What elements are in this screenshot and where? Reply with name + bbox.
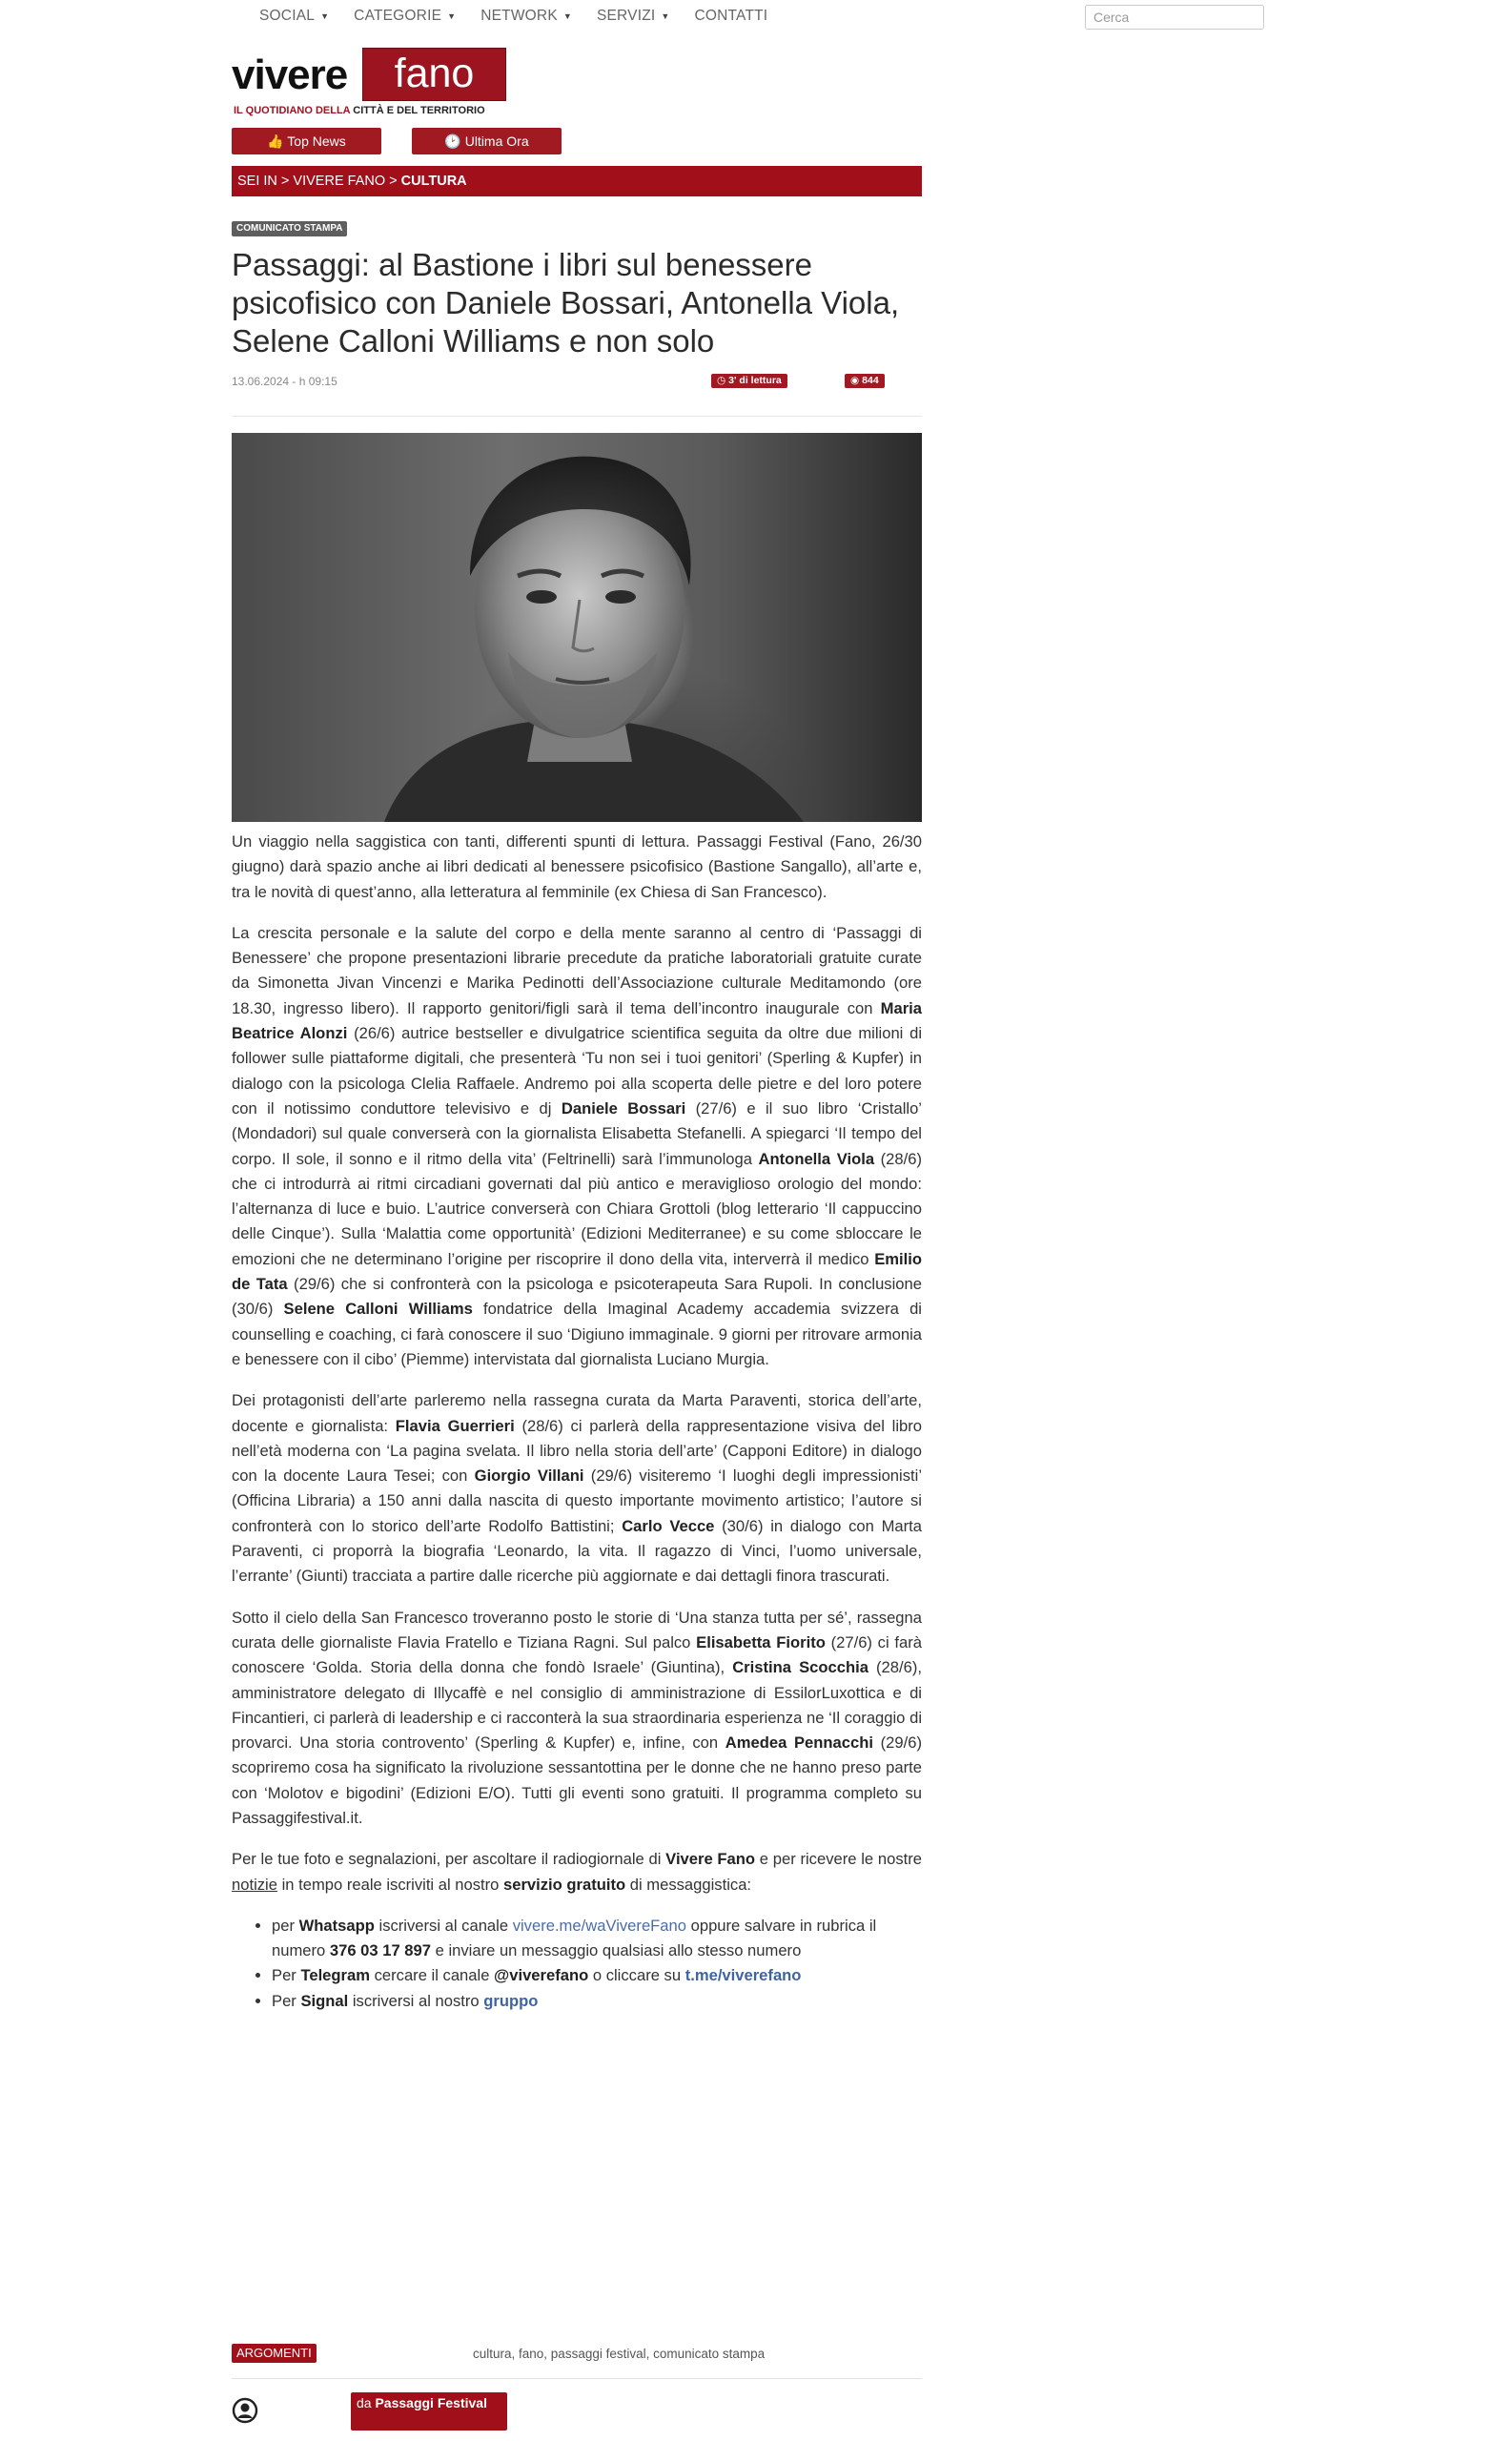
nav-contatti-label: CONTATTI xyxy=(694,8,768,24)
paragraph-subscribe: Per le tue foto e segnalazioni, per ascoltare il radiogiornale di Vivere Fano e per ricevere le nostre notizie in tempo reale iscriviti al nostro servizio gratuito di messaggistica: xyxy=(232,1850,922,1894)
nav-categorie-label: CATEGORIE xyxy=(354,8,442,24)
author-name: Passaggi Festival xyxy=(375,2395,487,2410)
author-name: Selene Calloni Williams xyxy=(283,1300,473,1319)
list-item-signal: • Per Signal iscriversi al nostro gruppo xyxy=(272,1989,922,2014)
nav-categorie[interactable] xyxy=(354,8,456,25)
author-name: Giorgio Villani xyxy=(474,1467,584,1486)
author-name: Emilio de Tata xyxy=(232,1249,922,1294)
breadcrumb xyxy=(232,166,922,196)
article-tags[interactable]: cultura, fano, passaggi festival, comunicato stampa xyxy=(473,2347,766,2361)
author-name: Maria Beatrice Alonzi xyxy=(232,998,922,1043)
author-name: Carlo Vecce xyxy=(622,1516,715,1535)
nav-social-label: SOCIAL xyxy=(259,8,316,24)
user-icon xyxy=(232,2397,258,2424)
article-photo xyxy=(232,433,922,822)
list-item-telegram: • Per Telegram cercare il canale @viverefano o cliccare su t.me/viverefano xyxy=(272,1963,922,1988)
caret-down-icon: ▼ xyxy=(661,11,670,21)
breadcrumb-path[interactable]: SEI IN > VIVERE FANO > xyxy=(237,174,398,189)
article-title: Passaggi: al Bastione i libri sul benessere psicofisico con Daniele Bossari, Antonella Viola, Selene Calloni Williams e non solo xyxy=(232,247,900,359)
logo-tagline-dark: CITTÀ E DEL TERRITORIO xyxy=(353,105,485,116)
argomenti-label: ARGOMENTI xyxy=(232,2344,317,2363)
reading-time-label: 3' di lettura xyxy=(728,375,782,386)
author-prefix: da xyxy=(357,2395,372,2410)
messaging-list xyxy=(232,1914,922,2014)
signal-group-link[interactable]: gruppo xyxy=(483,1991,539,2010)
author-name: Elisabetta Fiorito xyxy=(696,1632,826,1651)
ultima-ora-button[interactable] xyxy=(412,128,562,154)
author-name: Cristina Scocchia xyxy=(732,1658,868,1677)
list-item-whatsapp: • per Whatsapp iscriversi al canale vivere.me/waVivereFano oppure salvare in rubrica il numero 376 03 17 897 e inviare un messaggio qualsiasi allo stesso numero xyxy=(272,1914,922,1964)
top-news-button[interactable] xyxy=(232,128,381,154)
nav-social[interactable] xyxy=(259,8,329,25)
search-input[interactable] xyxy=(1085,5,1264,30)
eye-icon: ◉ xyxy=(850,375,860,386)
paragraph-intro: Un viaggio nella saggistica con tanti, differenti spunti di lettura. Passaggi Festival (Fano, 26/30 giugno) darà spazio anche ai libri dedicati al benessere psicofisico (Bastione Sangallo), all’arte e, tra le novità di quest’anno, alla letteratura al femminile (ex Chiesa di San Francesco). xyxy=(232,832,922,901)
top-news-label: Top News xyxy=(287,133,346,149)
nav-servizi[interactable] xyxy=(597,8,670,25)
divider xyxy=(232,2378,922,2379)
article-body xyxy=(232,830,922,2014)
paragraph-femminile: Sotto il cielo della San Francesco troveranno posto le storie di ‘Una stanza tutta per sé’, rassegna curata delle giornaliste Flavia Fratello e Tiziana Ragni. Sul palco Elisabetta Fiorito (27/6) ci farà conoscere ‘Golda. Storia della donna che fondò Israele’ (Giuntina), Cristina Scocchia (28/6), amministratore delegato di Illycaffè e nel consiglio di amministrazione di EssilorLuxottica e di Fincantieri, ci parlerà di leadership e ci racconterà la sua straordinaria esperienza ne ‘Il coraggio di provarci. Una storia controvento’ (Sperling & Kupfer) e, infine, con Amedea Pennacchi (29/6) scopriremo cosa ha significato la rivoluzione sessantottina per le donne che ne hanno preso parte con ‘Molotov e bigodini’ (Edizioni E/O). Tutti gli eventi sono gratuiti. Il programma completo su Passaggifestival.it. xyxy=(232,1608,922,1827)
logo-tagline-red: IL QUOTIDIANO DELLA xyxy=(234,105,351,116)
site-logo[interactable] xyxy=(232,46,508,122)
logo-word-vivere: vivere xyxy=(232,51,348,98)
divider xyxy=(232,416,922,417)
paragraph-arte: Dei protagonisti dell’arte parleremo nella rassegna curata da Marta Paraventi, storica dell’arte, docente e giornalista: Flavia Guerrieri (28/6) ci parlerà della rappresentazione visiva del libro nell’età moderna con ‘La pagina svelata. Il libro nella storia dell’arte’ (Capponi Editore) in dialogo con la docente Laura Tesei; con Giorgio Villani (29/6) visiteremo ‘I luoghi degli impressionisti’ (Officina Libraria) a 150 anni dalla nascita di questo importante movimento artistico; l’autore si confronterà con lo storico dell’arte Rodolfo Battistini; Carlo Vecce (30/6) in dialogo con Marta Paraventi, ci proporrà la biografia ‘Leonardo, la vita. Il ragazzo di Vinci, l’uomo universale, l’errante’ (Giunti) tracciata a partire dalle ricerche più aggiornate e dai dettagli finora trascurati. xyxy=(232,1391,923,1586)
telegram-link[interactable]: t.me/viverefano xyxy=(684,1966,802,1985)
portrait-image xyxy=(232,433,922,822)
views-badge xyxy=(845,374,885,388)
caret-down-icon: ▼ xyxy=(562,11,572,21)
caret-down-icon: ▼ xyxy=(447,11,457,21)
nav-servizi-label: SERVIZI xyxy=(596,8,656,24)
breadcrumb-current[interactable]: CULTURA xyxy=(400,174,467,189)
clock-icon: ◷ xyxy=(717,375,726,386)
views-count: 844 xyxy=(862,375,879,386)
author-button[interactable] xyxy=(351,2392,507,2431)
nav-network-label: NETWORK xyxy=(480,8,558,24)
author-name: Antonella Viola xyxy=(758,1149,875,1168)
thumbs-up-icon: 👍 xyxy=(267,133,284,149)
article-date: 13.06.2024 - h 09:15 xyxy=(232,375,337,388)
caret-down-icon: ▼ xyxy=(320,11,330,21)
nav-network[interactable] xyxy=(480,8,572,25)
author-name: Amedea Pennacchi xyxy=(725,1733,873,1753)
logo-tagline xyxy=(234,105,485,116)
whatsapp-channel-link[interactable]: vivere.me/waVivereFano xyxy=(512,1916,686,1935)
clock-icon: 🕑 xyxy=(444,133,461,149)
logo-word-fano: fano xyxy=(362,48,506,101)
top-navigation xyxy=(259,8,767,25)
author-name: Flavia Guerrieri xyxy=(395,1416,515,1435)
ultima-ora-label: Ultima Ora xyxy=(464,133,529,149)
paragraph-benessere: La crescita personale e la salute del corpo e della mente saranno al centro di ‘Passaggi di Benessere’ che propone presentazioni librarie precedute da pratiche laboratoriali gratuite curate da Simonetta Jivan Vincenzi e Marika Pedinotti dell’Associazione culturale Meditamondo (ore 18.30, ingresso libero). Il rapporto genitori/figli sarà il tema dell’incontro inaugurale con Maria Beatrice Alonzi (26/6) autrice bestseller e divulgatrice scientifica seguita da oltre due milioni di follower sulle piattaforme digitali, che presenterà ‘Tu non sei i tuoi genitori’ (Sperling & Kupfer) in dialogo con la psicologa Clelia Raffaele. Andremo poi alla scoperta delle pietre e del loro potere con il notissimo conduttore televisivo e dj Daniele Bossari (27/6) e il suo libro ‘Cristallo’ (Mondadori) sul quale converserà con la giornalista Elisabetta Stefanelli. A spiegarci ‘Il tempo del corpo. Il sole, il sonno e il ritmo della vita’ (Feltrinelli) sarà l’immunologa Antonella Viola (28/6) che ci introdurrà ai ritmi circadiani governati dal più antico e meraviglioso orologio del mondo: l’alternanza di luce e buio. L’autrice converserà con Chiara Grottoli (blog letterario ‘Il cappuccino delle Cinque’). Sulla ‘Malattia come opportunità’ (Edizioni Mediterranee) e su come sbloccare le emozioni che ne determinano l’origine per riscoprire il dono della vita, interverrà il medico Emilio de Tata (29/6) che si confronterà con la psicologa e psicoterapeuta Sara Rupoli. In conclusione (30/6) Selene Calloni Williams fondatrice della Imaginal Academy accademia svizzera di counselling e coaching, ci farà conoscere il suo ‘Digiuno immaginale. 9 giorni per ritrovare armonia e benessere con il cibo’ (Piemme) intervistata dal giornalista Luciano Murgia. xyxy=(232,923,923,1368)
category-badge: COMUNICATO STAMPA xyxy=(232,221,347,236)
reading-time-badge xyxy=(711,374,787,388)
notizie-link[interactable]: notizie xyxy=(232,1875,277,1894)
author-name: Daniele Bossari xyxy=(561,1098,686,1118)
nav-contatti[interactable] xyxy=(695,8,768,25)
